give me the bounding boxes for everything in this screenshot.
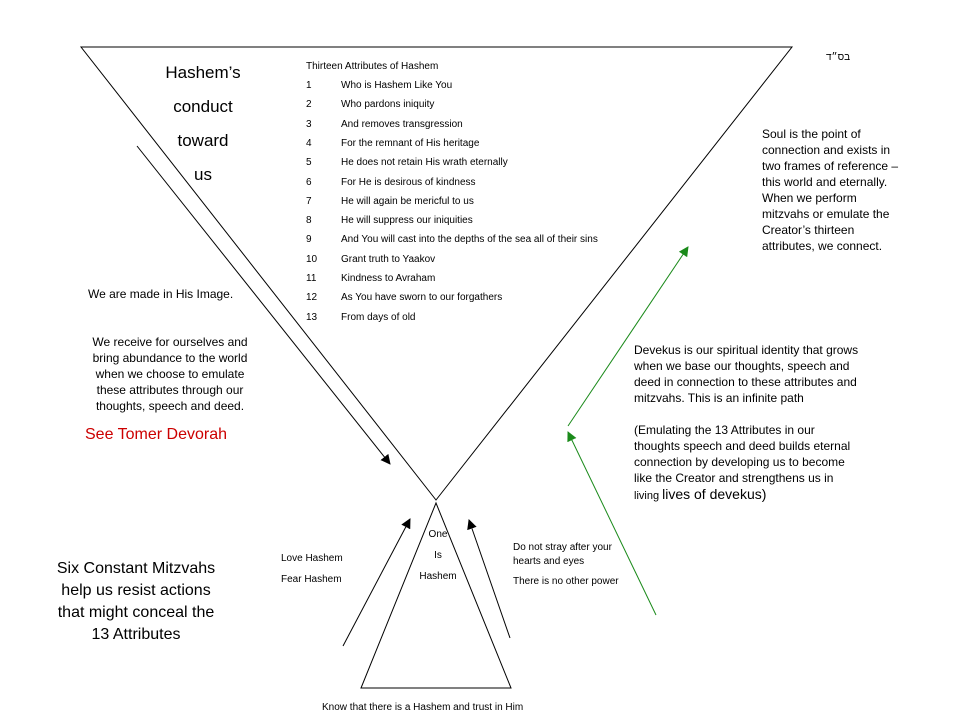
six-mitzvahs-line: 13 Attributes — [91, 626, 181, 643]
soul-line: Soul is the point of — [762, 127, 861, 141]
emulating-line: thoughts speech and deed builds eternal — [634, 439, 851, 453]
attribute-text: As You have sworn to our forgathers — [341, 292, 503, 304]
attribute-number: 4 — [306, 137, 312, 149]
six-mitzvahs-line: Six Constant Mitzvahs — [56, 560, 216, 577]
receive-line: when we choose to emulate — [95, 367, 245, 381]
soul-line: two frames of reference – — [762, 159, 899, 173]
attribute-number: 12 — [306, 292, 318, 304]
bsd-mark: בס״ד — [826, 52, 851, 63]
attribute-text: Grant truth to Yaakov — [341, 253, 436, 265]
know-text: Know that there is a Hashem and trust in Him — [322, 702, 524, 713]
stray-line: hearts and eyes — [513, 556, 585, 567]
receive-line: We receive for ourselves and — [92, 335, 248, 349]
receive-line: thoughts, speech and deed. — [95, 399, 245, 413]
attribute-number: 9 — [306, 234, 312, 246]
attribute-number: 8 — [306, 215, 312, 227]
devekus-line: deed in connection to these attributes and — [634, 375, 857, 389]
is-word: Is — [434, 550, 442, 561]
six-mitzvahs-text — [36, 558, 236, 646]
attribute-text: For He is desirous of kindness — [341, 176, 476, 188]
attribute-text: He will again be mericful to us — [341, 195, 474, 207]
title-line: conduct — [173, 97, 233, 116]
attribute-text: Who pardons iniquity — [341, 99, 435, 111]
fear-hashem: Fear Hashem — [281, 574, 342, 585]
emulating-line-last — [634, 486, 934, 504]
soul-line: mitzvahs or emulate the — [762, 207, 890, 221]
soul-line: connection and exists in — [762, 143, 891, 157]
six-mitzvahs-line: help us resist actions — [61, 582, 211, 599]
soul-line: Creator’s thirteen — [762, 223, 855, 237]
tomer-devorah-text: See Tomer Devorah — [85, 426, 227, 443]
emulating-living: living — [634, 490, 663, 502]
attribute-number: 3 — [306, 118, 312, 130]
title-line: Hashem’s — [165, 63, 241, 82]
soul-line: this world and eternally. — [762, 175, 888, 189]
attribute-text: He does not retain His wrath eternally — [341, 157, 508, 169]
emulating-line: connection by developing us to become — [634, 455, 845, 469]
title-line: toward — [177, 131, 229, 150]
attribute-text: He will suppress our iniquities — [341, 215, 473, 227]
left-small-arrow — [343, 519, 410, 646]
stray-line: Do not stray after your — [513, 542, 612, 553]
attribute-number: 11 — [306, 273, 317, 284]
devekus-line: when we base our thoughts, speech and — [634, 359, 850, 373]
title-block — [148, 56, 258, 192]
attribute-number: 13 — [306, 311, 318, 323]
soul-line: attributes, we connect. — [762, 239, 883, 253]
soul-text — [762, 126, 952, 254]
attribute-text: And You will cast into the depths of the sea all of their sins — [341, 234, 598, 246]
love-hashem: Love Hashem — [281, 553, 343, 564]
love-fear-text — [281, 548, 343, 590]
attribute-text: From days of old — [341, 311, 416, 323]
stray-text — [513, 541, 619, 589]
emulating-lives-of-devekus: lives of devekus) — [662, 486, 767, 502]
six-mitzvahs-line: that might conceal the — [57, 604, 215, 621]
receive-text — [70, 334, 270, 414]
attribute-text: For the remnant of His heritage — [341, 137, 480, 149]
one-is-hashem — [416, 524, 460, 587]
attributes-heading: Thirteen Attributes of Hashem — [306, 61, 439, 72]
soul-line: When we perform — [762, 191, 857, 205]
attribute-number: 7 — [306, 195, 312, 207]
attribute-text: And removes transgression — [341, 118, 463, 130]
receive-line: these attributes through our — [96, 383, 244, 397]
image-text: We are made in His Image. — [88, 287, 234, 301]
one-word: One — [428, 529, 448, 540]
emulating-line: (Emulating the 13 Attributes in our — [634, 423, 815, 437]
attribute-text: Kindness to Avraham — [341, 273, 436, 284]
devekus-line: mitzvahs. This is an infinite path — [634, 391, 804, 405]
devekus-line: Devekus is our spiritual identity that grows — [634, 343, 859, 357]
attribute-number: 6 — [306, 176, 312, 188]
emulating-text — [634, 422, 934, 504]
no-other-power: There is no other power — [513, 576, 619, 587]
attributes-list — [306, 80, 646, 330]
attribute-number: 5 — [306, 157, 312, 169]
hashem-word: Hashem — [419, 571, 457, 582]
title-line: us — [194, 165, 212, 184]
attribute-number: 2 — [306, 99, 312, 111]
emulating-line: like the Creator and strengthens us in — [634, 471, 834, 485]
attribute-number: 1 — [306, 80, 312, 91]
attribute-text: Who is Hashem Like You — [341, 80, 453, 91]
attribute-number: 10 — [306, 253, 318, 265]
devekus-text — [634, 342, 934, 406]
receive-line: bring abundance to the world — [92, 351, 248, 365]
right-small-arrow — [469, 520, 510, 638]
